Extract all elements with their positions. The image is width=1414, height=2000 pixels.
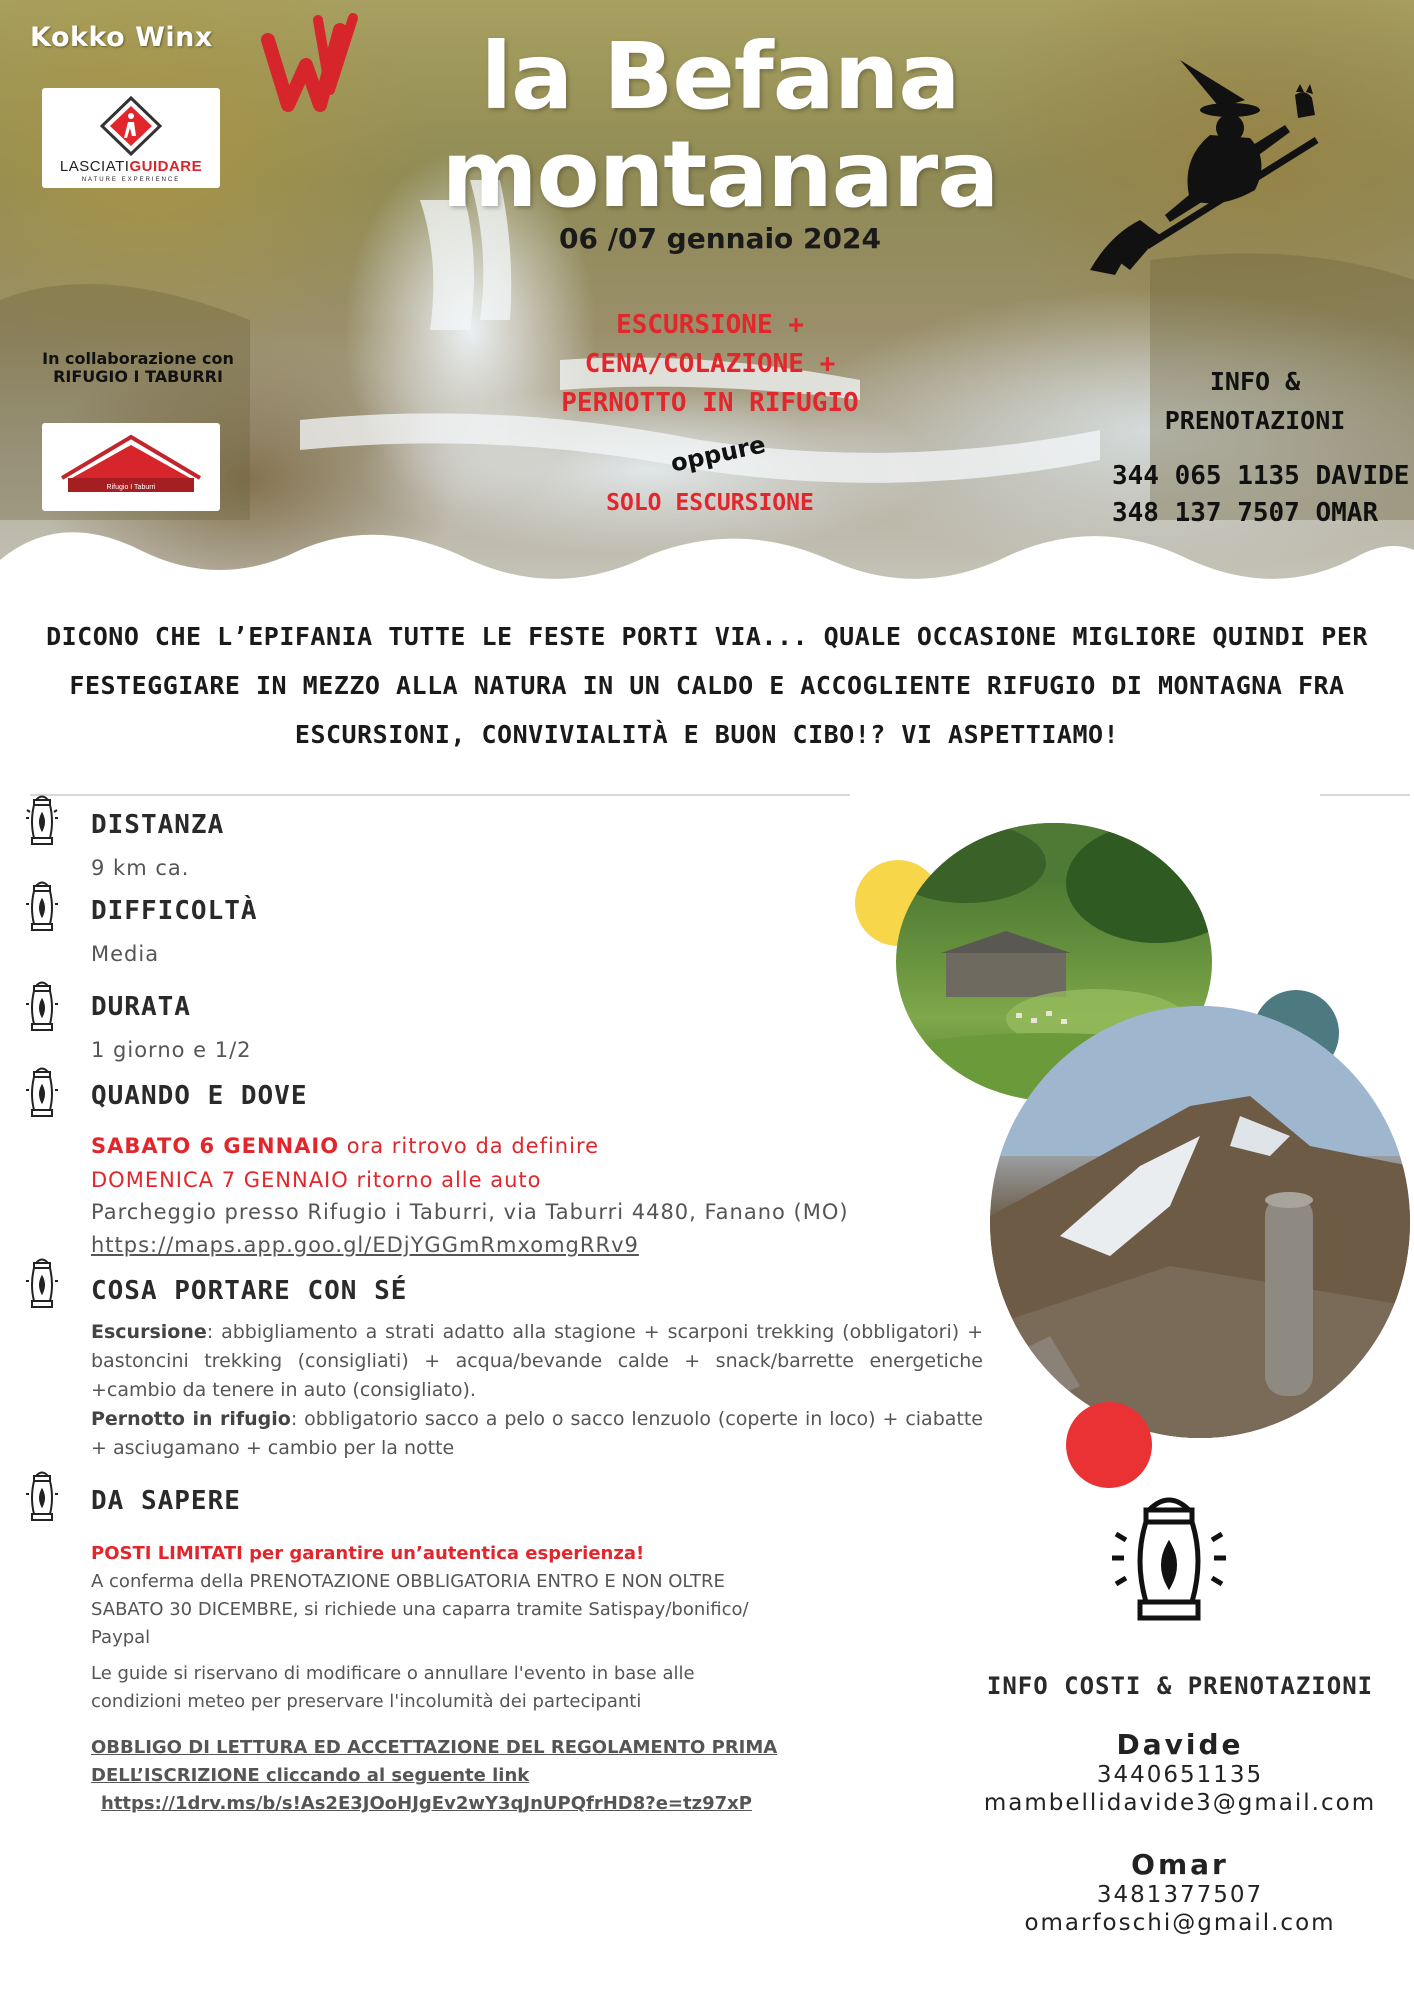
saturday-date: SABATO 6 GENNAIO [91, 1134, 340, 1158]
posti-limitati: POSTI LIMITATI per garantire un’autentica esperienza! [91, 1543, 645, 1564]
offer-line-1: ESCURSIONE + [616, 310, 804, 340]
saturday-note: ora ritrovo da definire [339, 1134, 600, 1158]
lantern-icon [1104, 1490, 1234, 1640]
brand-name: Kokko Winx [30, 22, 213, 53]
mountain-hiker-icon [42, 92, 220, 162]
contact-phone-omar[interactable]: 3481377507 [1096, 1882, 1264, 1908]
regolamento-line-2: DELL’ISCRIZIONE cliccando al seguente link [91, 1765, 530, 1786]
sapere-line-4: Le guide si riservano di modificare o annullare l'evento in base alle [91, 1663, 695, 1684]
phone-davide[interactable]: 344 065 1135 DAVIDE [1112, 461, 1410, 491]
sapere-body [91, 1540, 991, 1818]
offer-or-label: oppure [668, 430, 768, 478]
quando-sunday: DOMENICA 7 GENNAIO ritorno alle auto [91, 1168, 542, 1192]
info-line-2: PRENOTAZIONI [1164, 406, 1346, 435]
phone-omar[interactable]: 348 137 7507 OMAR [1112, 498, 1379, 528]
distanza-title: DISTANZA [91, 810, 225, 840]
intro-text [0, 612, 1414, 759]
svg-text:Rifugio I Taburri: Rifugio I Taburri [106, 484, 156, 491]
logo-text: LASCIATIGUIDARE NATURE EXPERIENCE [42, 158, 220, 183]
collaboration-note [8, 350, 268, 386]
map-link[interactable]: https://maps.app.goo.gl/EDjYGGmRmxomgRRv9 [91, 1233, 639, 1257]
info-heading [1140, 362, 1370, 440]
sapere-line-3: Paypal [91, 1627, 151, 1648]
offer-line-2: CENA/COLAZIONE + [584, 349, 836, 379]
title-line-2: montanara [441, 121, 999, 228]
offer-line-3: PERNOTTO IN RIFUGIO [561, 388, 859, 418]
lantern-icon [24, 1064, 60, 1124]
wave-divider [0, 520, 1414, 600]
divider-line [30, 793, 1410, 797]
lantern-icon [24, 792, 60, 852]
quando-saturday [91, 1134, 599, 1158]
difficolta-value: Media [91, 942, 160, 966]
mountain-photo [990, 1006, 1410, 1438]
sapere-line-5: condizioni meteo per preservare l'incolumità dei partecipanti [91, 1691, 642, 1712]
quando-place: Parcheggio presso Rifugio i Taburri, via Taburri 4480, Fanano (MO) [91, 1200, 849, 1224]
collab-line-1: In collaborazione con [42, 349, 234, 368]
pernotto-text: : obbligatorio sacco a pelo o sacco lenzuolo (coperte in loco) + ciabatte + asciugamano + cambio per la notte [91, 1408, 983, 1459]
offer-alternative: SOLO ESCURSIONE [606, 490, 814, 516]
durata-value: 1 giorno e 1/2 [91, 1038, 252, 1062]
portare-body [91, 1318, 983, 1463]
pernotto-label: Pernotto in rifugio [91, 1408, 291, 1430]
lantern-icon [24, 1255, 60, 1315]
sapere-line-2: SABATO 30 DICEMBRE, si richiede una caparra tramite Satispay/bonifico/ [91, 1599, 749, 1620]
intro-line-3: ESCURSIONI, CONVIVIALITÀ E BUON CIBO!? VI ASPETTIAMO! [294, 720, 1120, 749]
info-line-1: INFO & [1209, 367, 1301, 396]
contact-phone-davide[interactable]: 3440651135 [1096, 1762, 1264, 1788]
quando-title: QUANDO E DOVE [91, 1081, 308, 1111]
logo-tagline: NATURE EXPERIENCE [81, 177, 181, 183]
lantern-icon [24, 978, 60, 1038]
red-brushstroke-icon [258, 10, 378, 120]
intro-line-1: DICONO CHE L’EPIFANIA TUTTE LE FESTE PORTI VIA... QUALE OCCASIONE MIGLIORE QUINDI PER [46, 622, 1368, 651]
portare-title: COSA PORTARE CON SÉ [91, 1276, 408, 1306]
contact-name-davide: Davide [1116, 1728, 1244, 1761]
intro-line-2: FESTEGGIARE IN MEZZO ALLA NATURA IN UN CALDO E ACCOGLIENTE RIFUGIO DI MONTAGNA FRA [69, 671, 1345, 700]
difficolta-title: DIFFICOLTÀ [91, 896, 258, 926]
rifugio-logo [42, 423, 220, 511]
hero-banner [0, 0, 1414, 600]
contact-email-davide[interactable]: mambellidavide3@gmail.com [983, 1790, 1377, 1816]
contacts-heading: INFO COSTI & PRENOTAZIONI [986, 1672, 1374, 1700]
escursione-label: Escursione [91, 1321, 207, 1343]
sapere-line-1: A conferma della PRENOTAZIONE OBBLIGATORIA ENTRO E NON OLTRE [91, 1571, 725, 1592]
lantern-icon [24, 878, 60, 938]
hut-roof-icon [42, 423, 220, 511]
distanza-value: 9 km ca. [91, 856, 190, 880]
witch-on-broom-icon [1070, 40, 1350, 290]
escursione-text: : abbigliamento a strati adatto alla stagione + scarponi trekking (obbligatori) + bastoncini trekking (consigliati) + acqua/bevande calde + snack/barrette energetiche +cambio da tenere in auto (consigliato). [91, 1321, 983, 1401]
contact-name-omar: Omar [1131, 1848, 1229, 1881]
lasciati-guidare-logo [42, 88, 220, 188]
offer-details [540, 306, 880, 423]
mountain-scene [990, 1006, 1410, 1438]
regolamento-link[interactable]: https://1drv.ms/b/s!As2E3JOoHJgEv2wY3qJnUPQfrHD8?e=tz97xP [101, 1793, 752, 1814]
collab-line-2: RIFUGIO I TABURRI [53, 367, 223, 386]
durata-title: DURATA [91, 992, 191, 1022]
lantern-icon [24, 1468, 60, 1528]
event-date: 06 /07 gennaio 2024 [559, 222, 881, 255]
regolamento-line-1: OBBLIGO DI LETTURA ED ACCETTAZIONE DEL REGOLAMENTO PRIMA [91, 1737, 778, 1758]
title-line-1: la Befana [480, 23, 960, 130]
contact-email-omar[interactable]: omarfoschi@gmail.com [1024, 1910, 1336, 1936]
event-title [380, 23, 1060, 228]
sapere-title: DA SAPERE [91, 1486, 241, 1516]
red-dot [1066, 1402, 1152, 1488]
